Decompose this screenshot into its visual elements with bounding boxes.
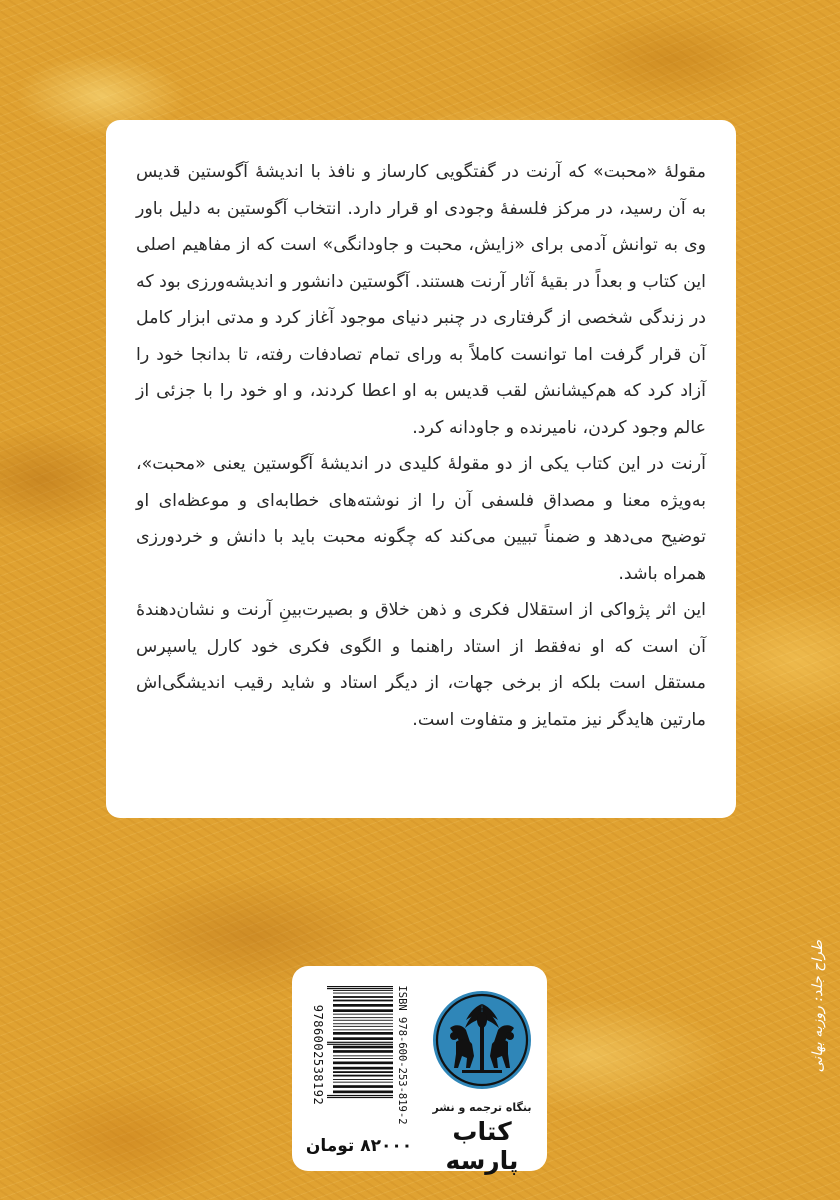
barcode-bar [333,1079,393,1080]
description-paragraph-3: این اثر پژواکی از استقلال فکری و ذهن خلاق و بصیرت‌بینِ آرنت و نشان‌دهندهٔ آن است که او نه‌فقط از استاد راهنما و الگوی فکری خود کارل یاسپرس مستقل است بلکه از برخی جهات، از دیگر استاد و شاید رقیب اندیشگی‌اش مارتین هایدگر نیز متمایز و متفاوت است. [136,600,706,730]
publisher-tagline: بنگاه ترجمه و نشر [432,1101,532,1114]
description-paragraph-2: آرنت در این کتاب یکی از دو مقولهٔ کلیدی در اندیشهٔ آگوستین یعنی «محبت»، به‌ویژه معنا و مصداق فلسفی آن را از نوشته‌های خطابه‌ای و موعظه‌ای او توضیح می‌دهد و ضمناً تبیین می‌کند که چگونه محبت باید با دانش و خردورزی همراه باشد. [136,454,706,584]
description-paragraph-1: مقولهٔ «محبت» که آرنت در گفتگویی کارساز و نافذ با اندیشهٔ آگوستین قدیس به آن رسید، در مرکز فلسفهٔ وجودی او قرار دارد. انتخاب آگوستین به دلیل باور وی به توانش آدمی برای «زایش، محبت و جاودانگی» است که از مفاهیم اصلی این کتاب و بعداً در بقیهٔ آثار آرنت هستند. آگوستین دانشور و اندیشه‌ورزی بود که در زندگی شخصی از گرفتاری در چنبر دنیای موجود آغاز کرد و مدتی ابزار کامل آن قرار گرفت اما توانست کاملاً به ورای تمام تصادفات رفته، تا بدانجا خود را آزاد کرد که هم‌کیشانش لقب قدیس به او اعطا کردند، و او خود را با جزئی از عالم وجود کردن، نامیرنده و جاودانه کرد. [136,162,706,438]
barcode-bar [333,1050,393,1053]
barcode-bar [327,1097,393,1098]
barcode-bar [327,1042,393,1043]
barcode-bar [333,1032,393,1035]
barcode-digits: 9786002538192 [311,1004,325,1106]
barcode-bar [333,1029,393,1030]
barcode-bar [333,1055,393,1056]
barcode-bar [333,1023,393,1024]
barcode-bars [327,984,393,1126]
barcode-bar [333,1091,393,1094]
barcode-bar [333,1026,393,1027]
description-panel [106,120,736,818]
barcode-bar [333,993,393,994]
barcode-bar [333,1062,393,1065]
barcode-bar [327,986,393,987]
barcode-bar [327,1095,393,1096]
barcode-bar [333,996,393,998]
barcode-bar [333,1071,393,1073]
book-price: ۸۲۰۰۰ تومان [305,1136,413,1156]
cover-designer-signature: طراح جلد: روزبه بهانی [810,940,826,1073]
barcode-bar [333,1058,393,1059]
barcode-bar [333,1085,393,1088]
publisher-info-card [292,966,547,1175]
barcode-bar [333,1000,393,1002]
barcode-bar [333,1009,393,1012]
barcode-bar [333,1020,393,1021]
publisher-name: کتاب پارسه [445,1117,519,1175]
isbn-barcode [306,980,408,1130]
barcode-bar [327,1044,393,1045]
barcode-bar [333,1067,393,1070]
barcode-bar [333,1017,393,1018]
barcode-bar [333,1075,393,1077]
barcode-bar [333,990,393,991]
barcode-bar [333,1037,393,1040]
barcode-bar [327,988,393,989]
persepolis-lamassu-emblem-icon [432,990,532,1090]
barcode-bar [333,1014,393,1015]
barcode-bar [333,1004,393,1007]
barcode-bar [333,1082,393,1083]
isbn-label: ISBN 978-600-253-819-2 [396,985,408,1125]
barcode-bar [333,1046,393,1049]
